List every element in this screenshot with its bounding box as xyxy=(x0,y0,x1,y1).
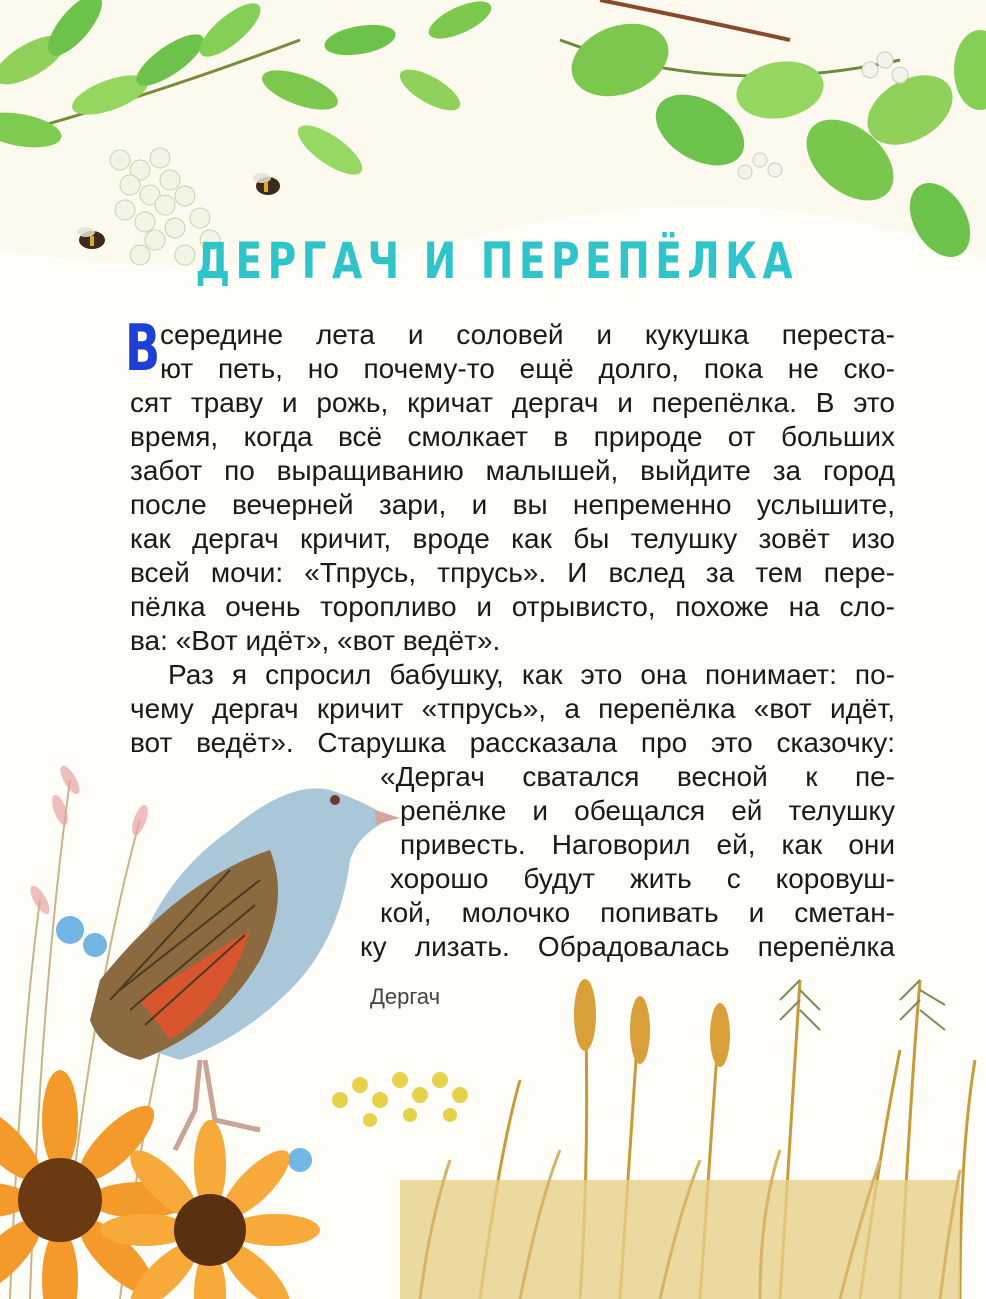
story-title: ДЕРГАЧ И ПЕРЕПЁЛКА xyxy=(195,232,799,290)
text-line: вот ведёт». Старушка рассказала про это сказочку: xyxy=(130,727,895,758)
text-line: забот по выращиванию малышей, выйдите за город xyxy=(130,455,895,486)
text-line: репёлке и обещался ей телушку xyxy=(400,795,895,826)
paragraph-1 xyxy=(130,318,895,658)
text-line: привесть. Наговорил ей, как они xyxy=(400,829,895,860)
text-line: время, когда всё смолкает в природе от больших xyxy=(130,421,895,452)
text-line: всей мочи: «Тпрусь, тпрусь». И вслед за тем пере- xyxy=(130,557,895,588)
text-line: ку лизать. Обрадовалась перепёлка xyxy=(360,931,895,962)
text-line: кой, молочко попивать и сметан- xyxy=(380,897,895,928)
text-line: сят траву и рожь, кричат дергач и перепёлка. В это xyxy=(130,387,895,418)
text-line: Раз я спросил бабушку, как это она понимает: по- xyxy=(168,659,895,690)
text-line: как дергач кричит, вроде как бы телушку зовёт изо xyxy=(130,523,895,554)
text-line: чему дергач кричит «тпрусь», а перепёлка «вот идёт, xyxy=(130,693,895,724)
text-line: середине лета и соловей и кукушка переста- xyxy=(160,319,895,350)
text-line: ва: «Вот идёт», «вот ведёт». xyxy=(130,625,501,656)
paragraph-2 xyxy=(130,658,895,760)
text-line: пёлка очень торопливо и отрывисто, похоже на сло- xyxy=(130,591,895,622)
illustration-caption: Дергач xyxy=(370,984,441,1009)
paragraph-3 xyxy=(130,760,895,964)
text-line: «Дергач сватался весной к пе- xyxy=(380,761,895,792)
text-line: ют петь, но почему-то ещё долго, пока не ско- xyxy=(160,353,895,384)
drop-cap-letter: В xyxy=(125,312,161,386)
text-line: хорошо будут жить с коровуш- xyxy=(390,863,895,894)
text-line: после вечерней зари, и вы непременно услышите, xyxy=(130,489,895,520)
